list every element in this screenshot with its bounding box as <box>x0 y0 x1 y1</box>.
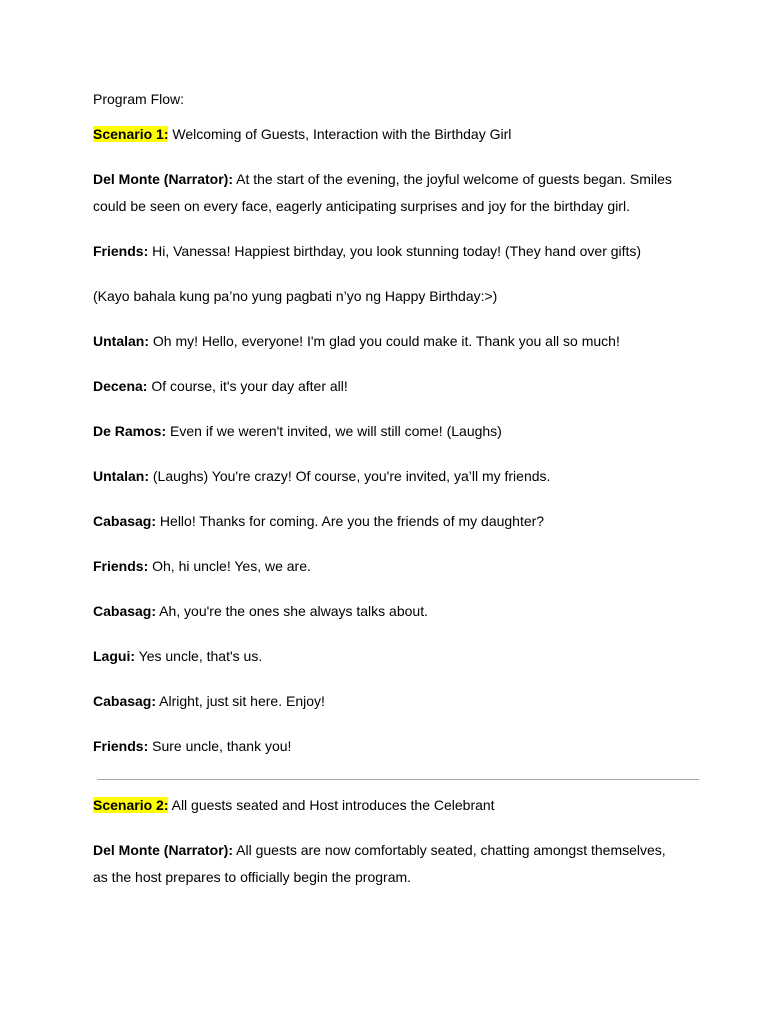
dialogue-line <box>93 373 683 400</box>
dialogue-line <box>93 166 683 220</box>
dialogue-line <box>93 553 683 580</box>
speaker-name: Friends: <box>93 738 149 754</box>
speaker-name: Cabasag: <box>93 603 157 619</box>
dialogue-line <box>93 328 683 355</box>
dialogue-text: Hi, Vanessa! Happiest birthday, you look stunning today! (They hand over gifts) <box>148 243 642 259</box>
dialogue-text: Yes uncle, that's us. <box>135 648 263 664</box>
dialogue-text: Oh, hi uncle! Yes, we are. <box>148 558 311 574</box>
dialogue-line <box>93 238 683 265</box>
dialogue-text: (Kayo bahala kung pa’no yung pagbati n’yo ng Happy Birthday:>) <box>93 288 498 304</box>
scenario-1-heading <box>93 121 683 148</box>
speaker-name: Decena: <box>93 378 148 394</box>
scenario-2-title: All guests seated and Host introduces the Celebrant <box>168 797 495 813</box>
dialogue-text: Oh my! Hello, everyone! I'm glad you could make it. Thank you all so much! <box>149 333 620 349</box>
dialogue-line <box>93 643 683 670</box>
dialogue-line <box>93 688 683 715</box>
dialogue-text: Of course, it's your day after all! <box>147 378 348 394</box>
dialogue-text: All guests are now comfortably seated, chatting amongst themselves, as the host prepares to officially begin the program. <box>93 842 666 885</box>
speaker-name: Cabasag: <box>93 513 157 529</box>
dialogue-text: Even if we weren't invited, we will still come! (Laughs) <box>166 423 502 439</box>
dialogue-text: (Laughs) You're crazy! Of course, you're invited, ya’ll my friends. <box>149 468 551 484</box>
speaker-name: Untalan: <box>93 468 149 484</box>
scenario-1-title: Welcoming of Guests, Interaction with the Birthday Girl <box>168 126 512 142</box>
dialogue-line <box>93 508 683 535</box>
speaker-name: Del Monte (Narrator): <box>93 171 234 187</box>
speaker-name: Friends: <box>93 243 149 259</box>
dialogue-text: At the start of the evening, the joyful welcome of guests began. Smiles could be seen on every face, eagerly anticipating surprises and joy for the birthday girl. <box>93 171 672 214</box>
dialogue-line <box>93 598 683 625</box>
speaker-name: Cabasag: <box>93 693 157 709</box>
speaker-name: Friends: <box>93 558 149 574</box>
program-flow-heading: Program Flow: <box>93 91 185 107</box>
dialogue-line <box>93 733 683 760</box>
scenario-2-label: Scenario 2: <box>93 797 169 813</box>
speaker-name: Untalan: <box>93 333 149 349</box>
script-document <box>93 86 683 891</box>
scenario-1-label: Scenario 1: <box>93 126 169 142</box>
dialogue-line <box>93 463 683 490</box>
dialogue-text: Sure uncle, thank you! <box>148 738 292 754</box>
stage-note <box>93 283 683 310</box>
dialogue-text: Hello! Thanks for coming. Are you the friends of my daughter? <box>156 513 545 529</box>
dialogue-line <box>93 837 683 891</box>
dialogue-line <box>93 418 683 445</box>
speaker-name: Lagui: <box>93 648 135 664</box>
horizontal-divider <box>97 779 699 780</box>
speaker-name: De Ramos: <box>93 423 167 439</box>
dialogue-text: Alright, just sit here. Enjoy! <box>156 693 325 709</box>
speaker-name: Del Monte (Narrator): <box>93 842 234 858</box>
dialogue-text: Ah, you're the ones she always talks about. <box>156 603 428 619</box>
scenario-2-heading <box>93 792 683 819</box>
